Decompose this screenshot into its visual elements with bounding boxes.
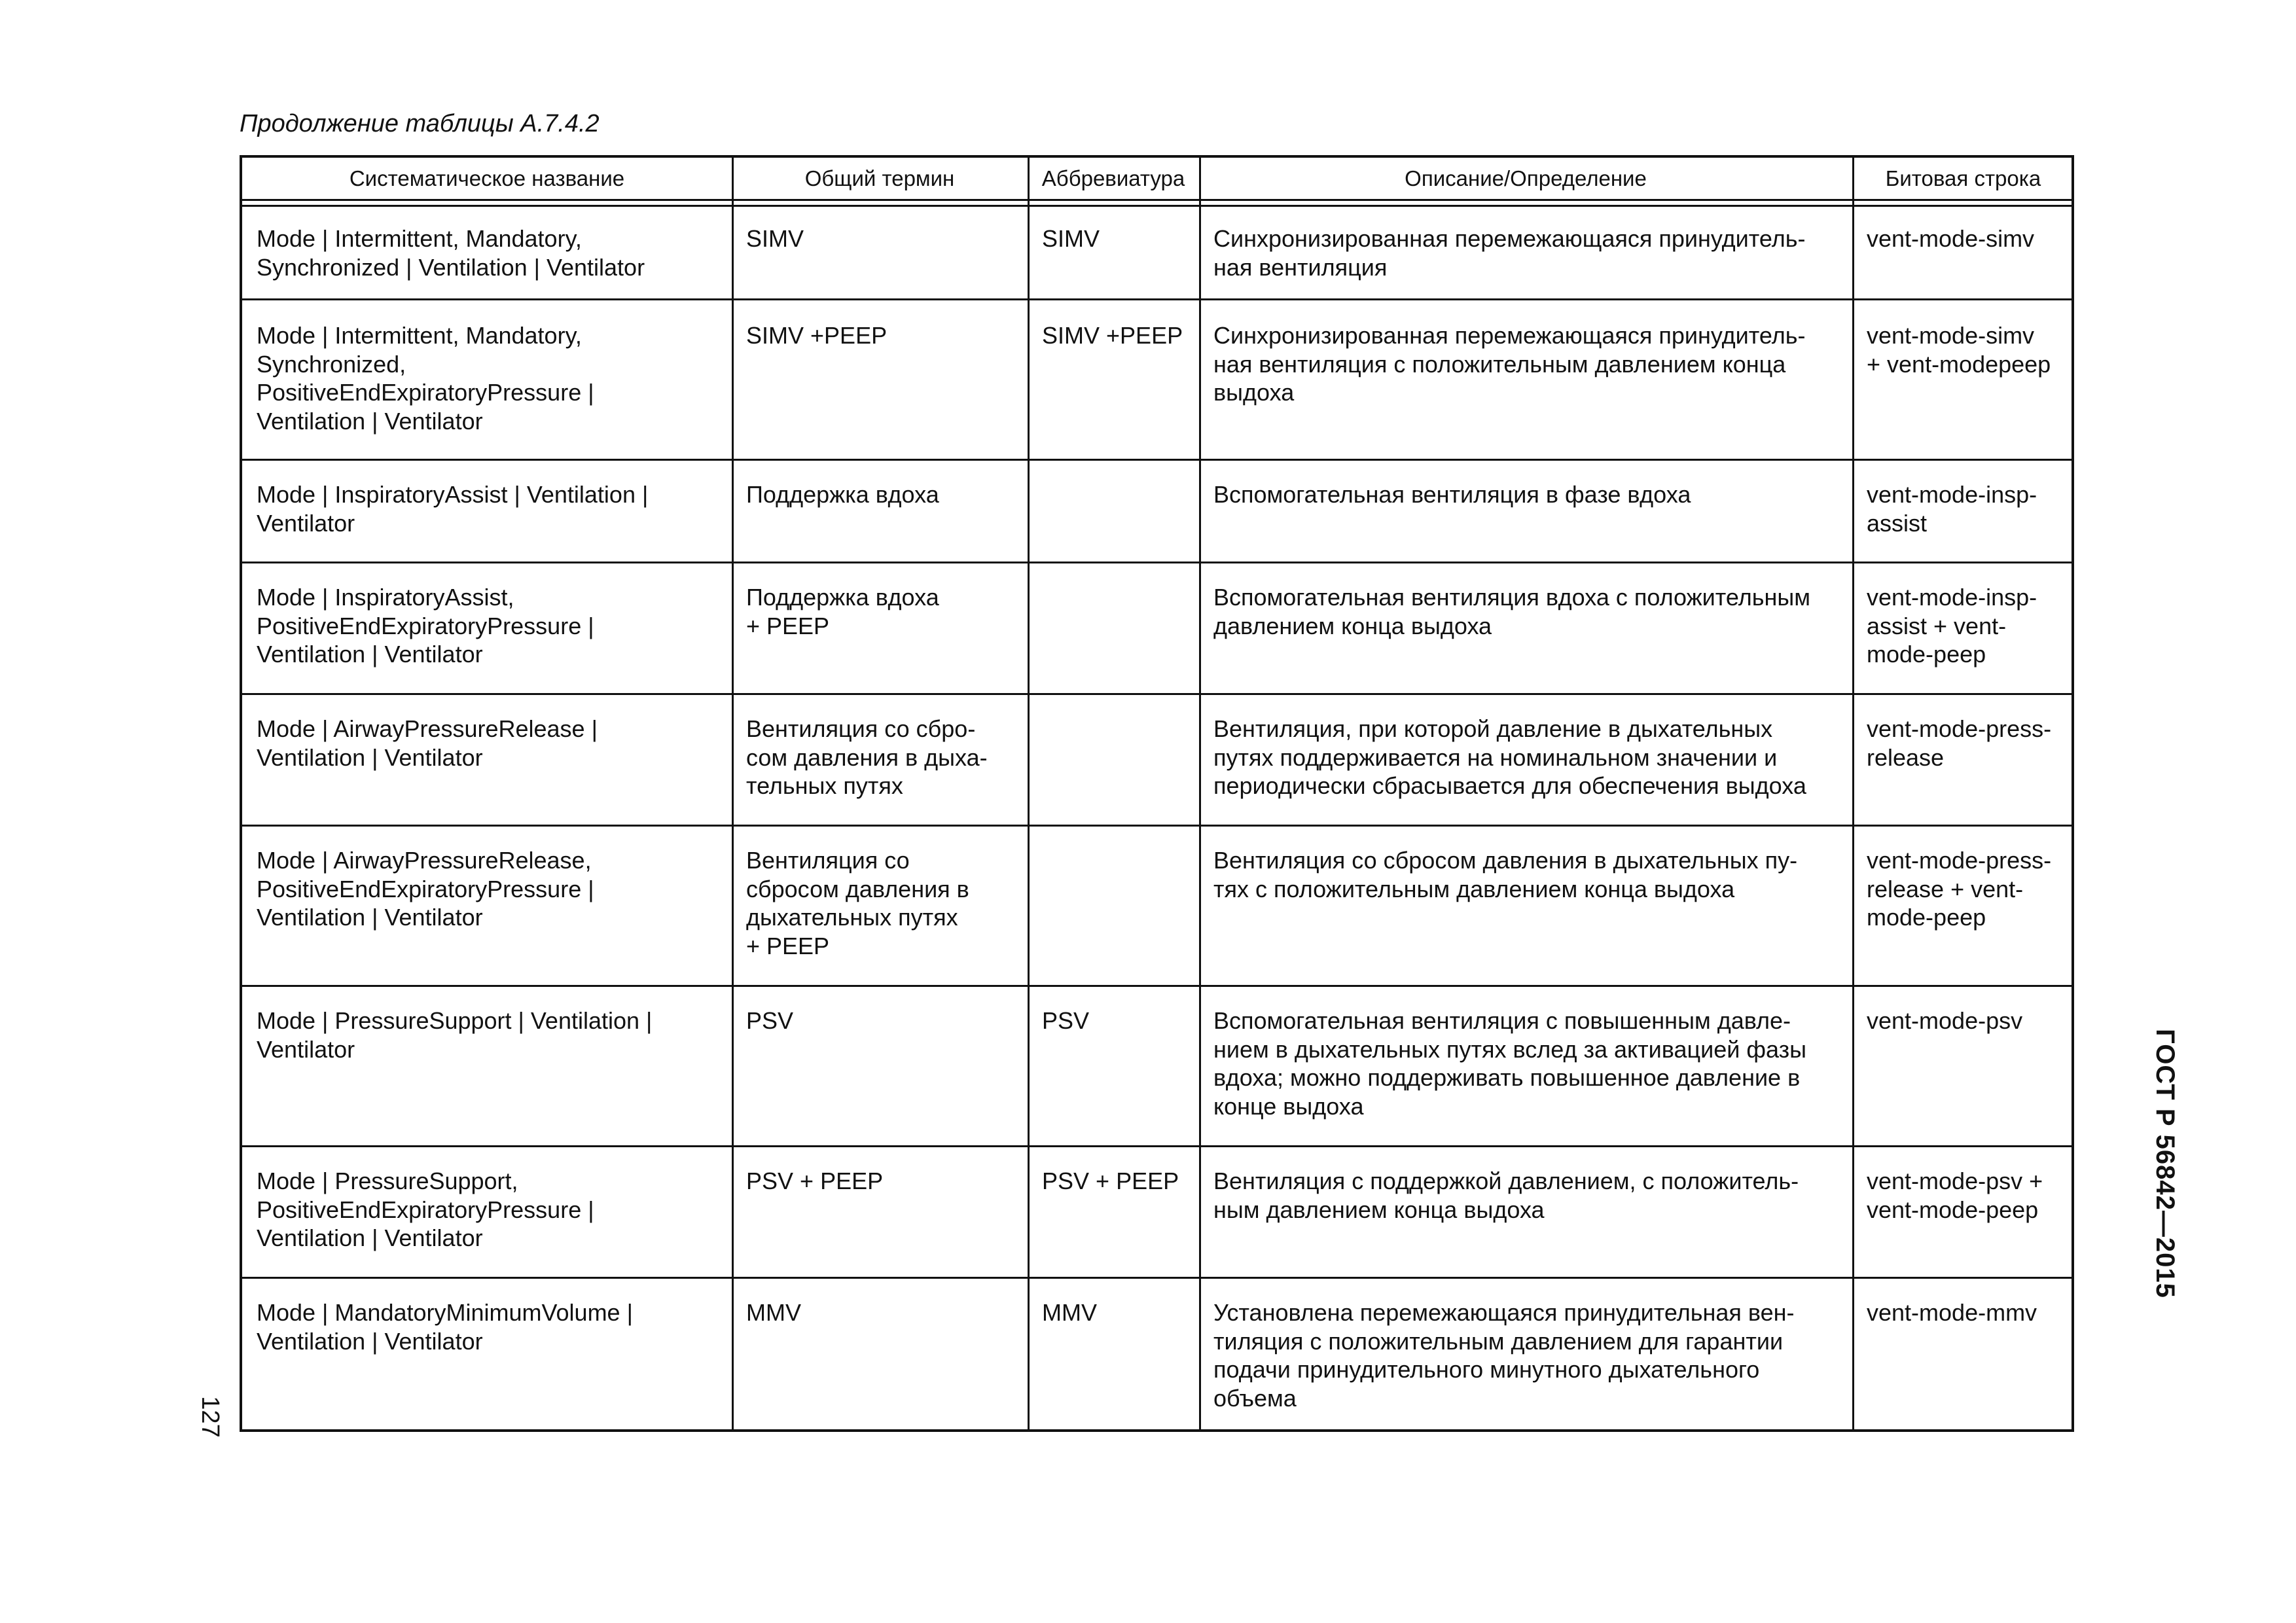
cell-systematic-name: Mode | PressureSupport, PositiveEndExpiratoryPressure | Ventilation | Ventilator (257, 1168, 594, 1251)
header-description: Описание/Определение (1405, 166, 1647, 190)
cell-bit-string: vent-mode-press- release (1867, 715, 2052, 771)
cell-bit-string: vent-mode-simv (1867, 225, 2035, 252)
cell-abbreviation: SIMV (1042, 225, 1100, 252)
data-table (240, 155, 2074, 1432)
cell-common-term: SIMV (746, 225, 804, 252)
cell-common-term: Поддержка вдоха (746, 481, 939, 508)
header-systematic-name: Систематическое название (349, 166, 625, 190)
header-abbreviation: Аббревиатура (1041, 166, 1185, 190)
cell-description: Вентиляция, при которой давление в дыхательных путях поддерживается на номинальном значении и периодически сбрасывается для обеспечения выдоха (1213, 715, 1806, 799)
row-separator (242, 1145, 2072, 1147)
row-separator (242, 1277, 2072, 1279)
cell-common-term: MMV (746, 1299, 801, 1326)
row-separator (242, 298, 2072, 300)
cell-description: Синхронизированная перемежающаяся принудитель- ная вентиляция с положительным давлением конца выдоха (1213, 322, 1806, 406)
cell-common-term: PSV (746, 1007, 794, 1034)
cell-bit-string: vent-mode-insp- assist (1867, 481, 2037, 537)
cell-systematic-name: Mode | Intermittent, Mandatory, Synchronized | Ventilation | Ventilator (257, 225, 645, 281)
row-separator (242, 459, 2072, 461)
cell-common-term: Вентиляция со сбросом давления в дыхательных путях + PEEP (746, 847, 969, 959)
cell-abbreviation: MMV (1042, 1299, 1097, 1326)
cell-bit-string: vent-mode-simv + vent-modepeep (1867, 322, 2051, 378)
row-separator (242, 985, 2072, 987)
cell-abbreviation: SIMV +PEEP (1042, 322, 1183, 349)
table-caption: Продолжение таблицы А.7.4.2 (240, 110, 600, 137)
page-number: 127 (196, 1396, 224, 1438)
cell-common-term: SIMV +PEEP (746, 322, 888, 349)
header-rule-bottom (242, 205, 2072, 207)
cell-description: Вентиляция со сбросом давления в дыхательных пу- тях с положительным давлением конца выдоха (1213, 847, 1798, 902)
cell-systematic-name: Mode | MandatoryMinimumVolume | Ventilation | Ventilator (257, 1299, 633, 1355)
row-separator (242, 825, 2072, 827)
cell-common-term: Вентиляция со сбро- сом давления в дыха- тельных путях (746, 715, 988, 799)
column-separator (1199, 158, 1201, 1429)
cell-systematic-name: Mode | InspiratoryAssist | Ventilation | Ventilator (257, 481, 649, 537)
cell-description: Вспомогательная вентиляция вдоха с положительным давлением конца выдоха (1213, 584, 1810, 639)
cell-common-term: Поддержка вдоха + PEEP (746, 584, 939, 639)
cell-bit-string: vent-mode-psv (1867, 1007, 2023, 1034)
cell-systematic-name: Mode | Intermittent, Mandatory, Synchronized, PositiveEndExpiratoryPressure | Ventilation | Ventilator (257, 322, 594, 435)
cell-systematic-name: Mode | InspiratoryAssist, PositiveEndExpiratoryPressure | Ventilation | Ventilator (257, 584, 594, 668)
header-common-term: Общий термин (804, 166, 955, 190)
cell-common-term: PSV + PEEP (746, 1168, 884, 1194)
cell-description: Вентиляция с поддержкой давлением, с положитель- ным давлением конца выдоха (1213, 1168, 1799, 1223)
cell-bit-string: vent-mode-insp- assist + vent- mode-peep (1867, 584, 2037, 668)
cell-abbreviation: PSV + PEEP (1042, 1168, 1179, 1194)
cell-description: Вспомогательная вентиляция в фазе вдоха (1213, 481, 1691, 508)
column-separator (1028, 158, 1030, 1429)
cell-bit-string: vent-mode-mmv (1867, 1299, 2037, 1326)
header-rule-top (242, 199, 2072, 201)
cell-description: Установлена перемежающаяся принудительная вен- тиляция с положительным давлением для гарантии подачи принудительного минутного дыхательного объема (1213, 1299, 1795, 1412)
cell-description: Синхронизированная перемежающаяся принудитель- ная вентиляция (1213, 225, 1806, 281)
cell-bit-string: vent-mode-press- release + vent- mode-peep (1867, 847, 2052, 931)
row-separator (242, 693, 2072, 695)
standard-designation: ГОСТ Р 56842—2015 (2151, 1029, 2179, 1298)
row-separator (242, 562, 2072, 563)
column-separator (732, 158, 734, 1429)
column-separator (1852, 158, 1854, 1429)
cell-systematic-name: Mode | PressureSupport | Ventilation | Ventilator (257, 1007, 653, 1063)
cell-abbreviation: PSV (1042, 1007, 1090, 1034)
cell-description: Вспомогательная вентиляция с повышенным давле- нием в дыхательных путях вслед за активацией фазы вдоха; можно поддерживать повышенное давление в конце выдоха (1213, 1007, 1806, 1120)
cell-bit-string: vent-mode-psv + vent-mode-peep (1867, 1168, 2043, 1223)
cell-systematic-name: Mode | AirwayPressureRelease, PositiveEndExpiratoryPressure | Ventilation | Ventilator (257, 847, 594, 931)
header-bit-string: Битовая строка (1885, 166, 2041, 190)
cell-systematic-name: Mode | AirwayPressureRelease | Ventilation | Ventilator (257, 715, 598, 771)
